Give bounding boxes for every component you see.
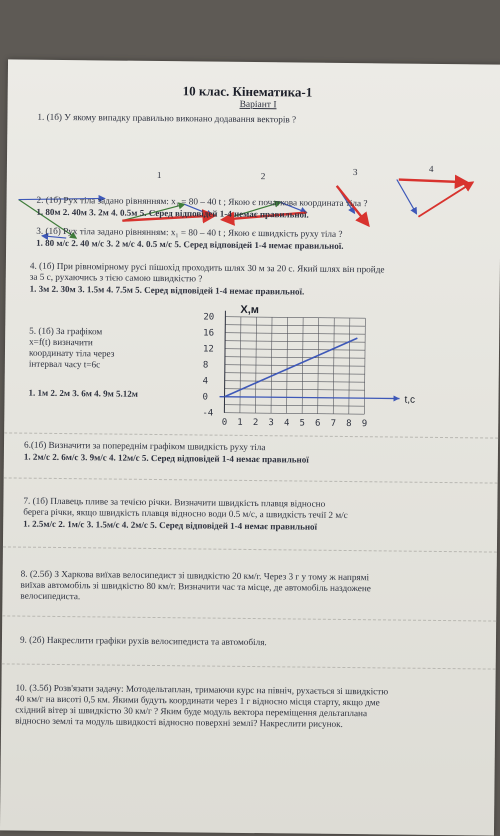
y-tick-label: 8 — [202, 360, 209, 371]
x-tick-label: 6 — [315, 418, 321, 429]
divider-5 — [2, 663, 496, 669]
y-tick-label: -4 — [202, 408, 214, 419]
question-10-line2: 40 км/г на висоті 0,5 км. Якими будуть координати через 1 г відносно місця старту, якщо дме — [15, 693, 380, 708]
red-vector-4c — [418, 182, 472, 218]
grid-line-horizontal — [225, 325, 365, 326]
question-3-answers: 1. 80 м/с 2. 40 м/с 3. 2 м/с 4. 0.5 м/с 5. Серед відповідей 1-4 немає правильної. — [36, 237, 344, 251]
question-3-text: 3. (1б) Рух тіла задано рівнянням: x₁ = 80 – 40 t ; Якою є швидкість руху тіла ? — [36, 225, 343, 239]
xt-graph — [179, 303, 440, 434]
question-8-line3: велосипедиста. — [20, 590, 81, 602]
grid-line-horizontal — [225, 357, 365, 358]
test-sheet — [0, 59, 500, 835]
question-7-line2: берега річки, якщо швидкість плавця відносно води 0.5 м/с, а швидкість течії 2 м/с — [23, 506, 348, 521]
figure-label-1: 1 — [156, 169, 162, 181]
grid-line-horizontal — [224, 413, 364, 414]
question-5-line1: 5. (1б) За графіком — [29, 325, 103, 337]
question-9-text: 9. (2б) Накреслити графіки рухів велосипедиста та автомобіля. — [19, 634, 267, 648]
question-7-answers: 1. 2.5м/с 2. 1м/с 3. 1.5м/с 4. 2м/с 5. Серед відповідей 1-4 немає правильної — [23, 518, 318, 532]
question-7-line1: 7. (1б) Плавець пливе за течією річки. Визначити швидкість плавця відносно — [23, 495, 326, 509]
x-tick-label: 2 — [252, 418, 259, 429]
y-tick-label: 4 — [202, 376, 209, 387]
question-5-line4: інтервал часу t=6с — [28, 358, 101, 370]
question-10-line3: східний вітер зі швидкістю 30 км/г ? Яким буде модуль вектора переміщення дельтаплана — [15, 704, 368, 719]
figure-label-3: 3 — [352, 167, 358, 178]
question-2-answers: 1. 80м 2. 40м 3. 2м 4. 0.5м 5. Серед відповідей 1-4 немає правильної. — [36, 206, 309, 220]
x-tick-label: 5 — [299, 418, 306, 429]
question-6-answers: 1. 2м/с 2. 6м/с 3. 9м/с 4. 12м/с 5. Серед відповідей 1-4 немає правильної — [23, 451, 309, 465]
grid-line-horizontal — [225, 341, 365, 342]
x-tick-label: 4 — [283, 418, 290, 429]
question-8-line2: виїхав автомобіль зі швидкістю 80 км/г. Визначити час та місце, де автомобіль наздожене — [20, 579, 371, 594]
grid-line-horizontal — [224, 405, 364, 406]
question-10-line1: 10. (3.5б) Розв'язати задачу: Мотодельтаплан, тримаючи курс на північ, рухається зі швидкістю — [15, 682, 389, 697]
question-2-text: 2. (1б) Рух тіла задано рівнянням: x₁ = 80 – 40 t ; Якою є початкова координата тіла ? — [36, 194, 368, 209]
y-tick-label: 12 — [202, 344, 214, 355]
divider-4 — [2, 615, 496, 621]
red-vector-4b — [399, 180, 467, 183]
y-tick-label: 0 — [202, 392, 208, 403]
grid-line-horizontal — [225, 349, 365, 350]
x-axis — [220, 397, 400, 399]
question-4-answers: 1. 3м 2. 30м 3. 1.5м 4. 7.5м 5. Серед відповідей 1-4 немає правильної. — [29, 283, 305, 297]
x-tick-label: 8 — [346, 418, 352, 430]
question-8-line1: 8. (2.5б) З Харкова виїхав велосипедист зі швидкістю 20 км/г. Через 3 г у тому ж напрямі — [20, 568, 370, 583]
y-tick-label: 20 — [203, 312, 215, 323]
question-4-line1: 4. (1б) При рівномірному русі пішохід проходить шлях 30 м за 20 с. Який шлях він пройде — [29, 260, 385, 275]
divider-3 — [3, 546, 497, 552]
x-axis-label: t,c — [404, 394, 416, 406]
y-axis-label: X,м — [240, 303, 260, 317]
blue-vector-4b — [396, 180, 416, 214]
x-tick-label: 0 — [221, 417, 228, 428]
grid-line-horizontal — [225, 317, 365, 318]
grid-line-horizontal — [225, 389, 365, 390]
question-5-line3: координату тіла через — [28, 347, 115, 359]
x-axis-arrow — [393, 395, 399, 401]
question-10-line4: відносно землі та модуль швидкості відносно поверхні землі? Накреслити рисунок. — [15, 715, 343, 729]
question-5-line2: x=f(t) визначити — [29, 336, 93, 348]
page-title: 10 клас. Кінематика-1 — [182, 83, 313, 100]
grid-line-horizontal — [225, 381, 365, 382]
grid-line-horizontal — [225, 373, 365, 374]
question-1-text: 1. (1б) У якому випадку правильно виконано додавання векторів ? — [37, 111, 297, 125]
question-4-line2: за 5 с, рухаючись з тією самою швидкістю ? — [29, 271, 203, 284]
variant-label: Варіант І — [239, 99, 277, 111]
question-6-text: 6.(1б) Визначити за попереднім графіком швидкість руху тіла — [23, 439, 266, 453]
y-tick-label: 16 — [203, 328, 215, 339]
figure-label-4: 4 — [428, 163, 434, 174]
x-tick-label: 7 — [330, 418, 337, 429]
x-tick-label: 3 — [268, 418, 274, 429]
grid-line-horizontal — [225, 333, 365, 334]
x-tick-label: 1 — [237, 417, 243, 428]
question-5-answers: 1. 1м 2. 2м 3. 6м 4. 9м 5.12м — [28, 387, 139, 399]
divider-2 — [4, 477, 498, 483]
x-tick-label: 9 — [361, 419, 368, 430]
figure-label-2: 2 — [260, 171, 266, 182]
